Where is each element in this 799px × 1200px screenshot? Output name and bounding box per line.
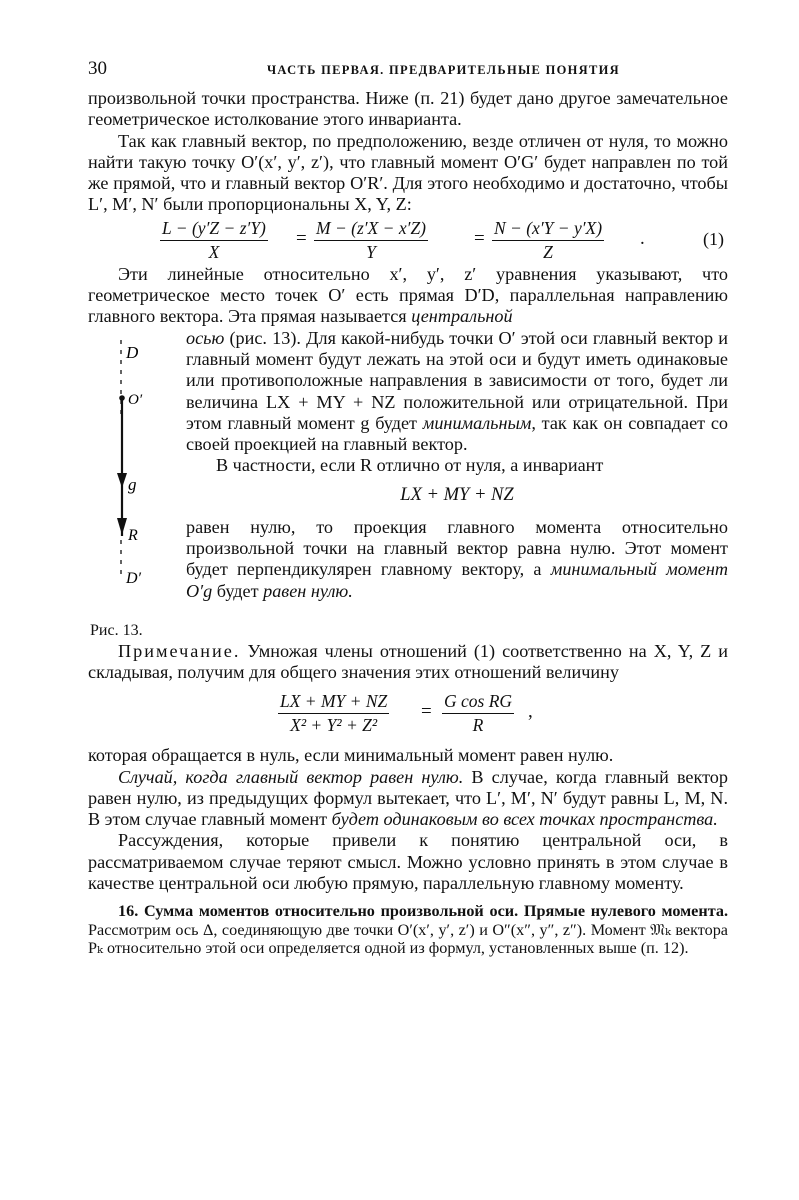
term-zero: равен нулю. [263, 580, 353, 601]
eq1-num-1: L − (y′Z − z′Y) [160, 218, 268, 241]
term-minimal: минимальным, [422, 412, 536, 433]
equation-1 [88, 216, 728, 264]
paragraph-3-cont [186, 328, 728, 456]
eq1-equals-1: = [296, 227, 307, 249]
case-paragraph [88, 767, 728, 831]
note-heading: Примечание. [118, 640, 241, 661]
para5-text-b: будет [216, 580, 259, 601]
label-d: D [126, 342, 139, 362]
figure-block [88, 328, 728, 641]
section-16-text: Рассмотрим ось Δ, соединяющую две точки O′(x′, y′, z′) и O″(x″, y″, z″). Момент 𝔐ₖ вектора Pₖ относительно этой оси определяется одной из формул, установленных выше (п. 12). [88, 920, 728, 958]
paragraph-2: Так как главный вектор, по предположению, везде отличен от нуля, то можно найти такую точку O′(x′, y′, z′), что главный момент O′G′ будет направлен по той же прямой, что и главный вектор O′R′. Для этого необходимо и достаточно, чтобы L′, M′, N′ были пропорциональны X, Y, Z: [88, 130, 728, 215]
book-page [88, 58, 728, 958]
para3-text-a: Эти линейные относительно x′, y′, z′ уравнения указывают, что геометрическое место точек O′ есть прямая D′D, параллельная направлению главного вектора. Эта прямая называется [88, 263, 728, 327]
label-d-prime: D′ [126, 569, 142, 587]
term-min-moment: минимальный момент O′g [186, 559, 728, 601]
section-16-title: 16. Сумма моментов относительно произвольной оси. Прямые нулевого момента. [118, 902, 728, 921]
figure-caption: Рис. 13. [90, 621, 143, 639]
eq2-fraction-right [442, 691, 514, 736]
invariant-formula: LX + MY + NZ [400, 484, 514, 505]
eq1-fraction-3 [492, 218, 604, 263]
figure-13 [88, 328, 178, 641]
note-text: Умножая члены отношений (1) соответственно на X, Y, Z и складывая, получим для общего значения этих отношений величину [88, 640, 729, 682]
point-o-icon [119, 395, 125, 401]
eq1-period: . [640, 227, 645, 249]
eq1-fraction-1 [160, 218, 268, 263]
eq1-num-2: M − (z′X − x′Z) [314, 218, 428, 241]
paragraph-7: Рассуждения, которые привели к понятию центральной оси, в рассматриваемом случае теряют смысл. Можно условно принять в этом случае в качестве центральной оси любую прямую, параллельную главному моменту. [88, 830, 728, 894]
figure-side-text [186, 328, 728, 602]
paragraph-1: произвольной точки пространства. Ниже (п. 21) будет дано другое замечательное геометрическое истолкование этого инварианта. [88, 88, 728, 130]
eq1-fraction-2 [314, 218, 428, 263]
eq2-fraction-left [278, 691, 389, 736]
eq1-den-3: Z [543, 241, 553, 262]
eq2-equals: = [421, 701, 432, 723]
eq1-number: (1) [703, 228, 724, 249]
eq2-num-left: LX + MY + NZ [278, 691, 389, 714]
arrow-g-icon [117, 473, 127, 488]
eq2-den-left: X² + Y² + Z² [290, 715, 378, 736]
section-16 [88, 902, 728, 958]
page-header [88, 58, 728, 88]
case-text-b: будет одинаковым во всех точках пространства. [331, 809, 718, 830]
arrow-r-icon [117, 518, 127, 535]
eq2-comma: , [528, 701, 533, 723]
eq1-equals-2: = [474, 227, 485, 249]
eq1-den-2: Y [366, 241, 376, 262]
para5-text-a: равен нулю, то проекция главного момента относительно произвольной точки на главный вектор равна нулю. Этот момент будет перпендикулярен главному вектору, а [186, 516, 728, 580]
para3-text-b: (рис. 13). Для какой-нибудь точки O′ этой оси главный вектор и главный момент будут лежать на этой оси и будут иметь одинаковые или противоположные направления в зависимости от того, будет ли величина LX + MY + NZ положительной или отрицательной. При этом главный момент g будет [186, 327, 728, 433]
eq2-num-right: G cos RG [442, 691, 514, 714]
case-title: Случай, когда главный вектор равен нулю. [118, 766, 464, 787]
running-title: ЧАСТЬ ПЕРВАЯ. ПРЕДВАРИТЕЛЬНЫЕ ПОНЯТИЯ [266, 63, 620, 77]
label-r: R [128, 526, 138, 544]
eq1-den-1: X [208, 241, 220, 262]
eq2-den-right: R [472, 715, 484, 736]
term-central: центральной [411, 306, 513, 327]
eq1-num-3: N − (x′Y − y′X) [492, 218, 604, 241]
paragraph-6: которая обращается в нуль, если минимальный момент равен нулю. [88, 745, 614, 766]
para3-text-c: так как он совпадает со своей проекцией на главный вектор. [186, 412, 728, 455]
paragraph-5 [186, 517, 728, 602]
paragraph-3-start [88, 264, 728, 328]
paragraph-4: В частности, если R отлично от нуля, а инвариант [216, 455, 604, 476]
page-number: 30 [88, 58, 107, 79]
label-o: O′ [128, 391, 143, 408]
note-paragraph [88, 641, 728, 684]
equation-2 [88, 683, 728, 745]
label-g: g [128, 474, 137, 494]
term-axis: осью [186, 327, 225, 348]
case-text-a: В случае, когда главный вектор равен нулю, из предыдущих формул вытекает, что L′, M′, N′ будут равны L, M, N. В этом случае главный момент [88, 766, 728, 830]
